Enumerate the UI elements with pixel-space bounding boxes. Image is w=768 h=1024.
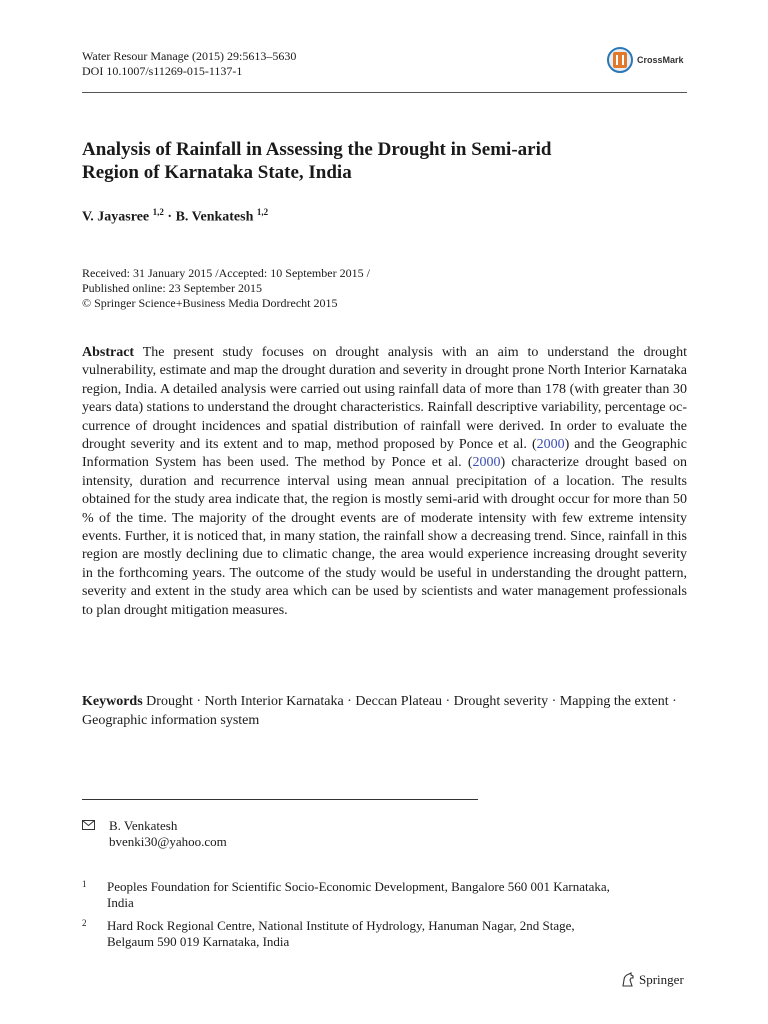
abstract-text-2: ) and the Geographic Information System has been used. The method by Ponce et al. ( xyxy=(82,437,687,471)
affiliation-line: Hard Rock Regional Centre, National Institute of Hydrology, Hanuman Nagar, 2nd Stage, xyxy=(107,918,575,933)
title-line-1: Analysis of Rainfall in Assessing the Drought in Semi-arid xyxy=(82,139,552,160)
citation-link-1[interactable]: 2000 xyxy=(536,437,565,453)
crossmark-icon xyxy=(607,47,633,73)
abstract-text-1: The present study focuses on drought analysis with an aim to understand the drought vulnerability, estimate and map the drought duration and severity in drought prone North Interior Karnataka region, India. A detailed analysis were carried out using rainfall data of more than 178 (with greater than 30 years data) stations to understand the drought characteristics. Rainfall descriptive variability, percentage oc-currence of drought incidences and spatial distribution of rainfall were derived. In order to evaluate the drought severity and its extent and to map, method proposed by Ponce et al. ( xyxy=(82,345,687,453)
author-separator: · xyxy=(163,209,176,225)
envelope-icon xyxy=(82,820,95,830)
correspondence-name: B. Venkatesh xyxy=(109,818,178,833)
journal-line: Water Resour Manage (2015) 29:5613–5630 xyxy=(82,49,297,63)
springer-horse-icon xyxy=(620,972,636,988)
copyright-line: © Springer Science+Business Media Dordrecht 2015 xyxy=(82,296,338,310)
header-divider xyxy=(82,92,687,93)
crossmark-label: CrossMark xyxy=(637,55,684,65)
affiliation-number: 1 xyxy=(82,879,87,889)
keywords-text: Drought · North Interior Karnataka · Deccan Plateau · Drought severity · Mapping the extent · Geographic information system xyxy=(82,694,677,728)
author-1[interactable]: V. Jayasree xyxy=(82,209,150,225)
author-2-affiliation: 1,2 xyxy=(256,207,269,217)
article-title xyxy=(82,138,682,184)
doi-line[interactable]: DOI 10.1007/s11269-015-1137-1 xyxy=(82,64,243,78)
publisher-name: Springer xyxy=(639,972,684,987)
footnote-divider xyxy=(82,799,478,800)
citation-link-2[interactable]: 2000 xyxy=(472,455,501,471)
affiliation-line: India xyxy=(107,895,134,910)
author-1-affiliation: 1,2 xyxy=(152,207,164,217)
springer-logo xyxy=(620,972,684,988)
author-list xyxy=(82,207,268,226)
affiliation-2 xyxy=(82,918,682,950)
dates-line-2: Published online: 23 September 2015 xyxy=(82,281,262,295)
title-line-2: Region of Karnataka State, India xyxy=(82,162,352,183)
journal-citation xyxy=(82,49,296,79)
affiliation-1 xyxy=(82,879,682,911)
correspondence-email[interactable]: bvenki30@yahoo.com xyxy=(109,834,227,849)
crossmark-badge[interactable] xyxy=(607,47,684,73)
correspondence xyxy=(82,818,227,850)
abstract-text-3: ) characterize drought based on intensity, duration and recurrence interval using mean annual precipitation of a location. The results obtained for the study area indicate that, the region is mostly semi-arid with drought occur for more than 50 % of the time. The majority of the drought events are of moderate intensity with few extreme intensity events. Further, it is noticed that, in many station, the rainfall show a decreasing trend. Since, rainfall in this region are mostly declining due to climatic change, the area would experience increasing drought severity in the forthcoming years. The outcome of the study would be useful in understanding the drought pattern, severity and extent in the study area which can be used by scientists and water management professionals to plan drought mitigation measures. xyxy=(82,455,687,618)
affiliation-line: Peoples Foundation for Scientific Socio-Economic Development, Bangalore 560 001 Karnataka, xyxy=(107,879,610,894)
keywords xyxy=(82,692,687,730)
abstract-label: Abstract xyxy=(82,345,135,360)
keywords-label: Keywords xyxy=(82,694,143,709)
publication-dates xyxy=(82,266,370,311)
dates-line-1: Received: 31 January 2015 /Accepted: 10 September 2015 / xyxy=(82,266,370,280)
author-2[interactable]: B. Venkatesh xyxy=(175,209,254,225)
affiliation-line: Belgaum 590 019 Karnataka, India xyxy=(107,934,290,949)
abstract xyxy=(82,344,687,620)
affiliation-number: 2 xyxy=(82,918,87,928)
